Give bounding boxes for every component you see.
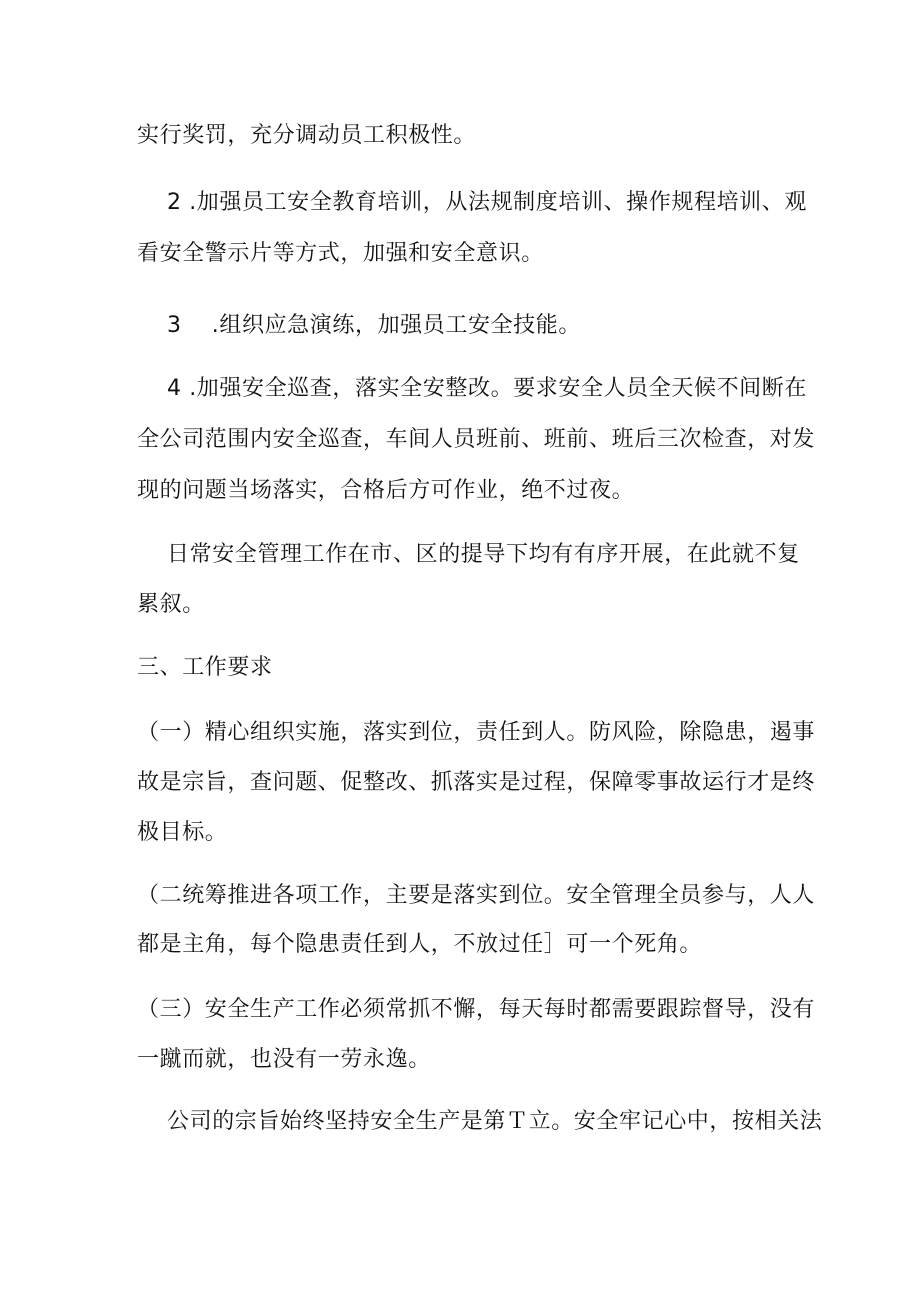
text-line: 全公司范围内安全巡查，车间人员班前、班前、班后三次检查，对发 <box>137 427 816 452</box>
text-line: （二统筹推进各项工作，主要是落实到位。安全管理全员参与，人人 <box>137 883 816 908</box>
section-heading: 三、工作要求 <box>137 655 273 680</box>
text-line: 2 .加强员工安全教育培训，从法规制度培训、操作规程培训、观 <box>167 190 807 215</box>
text-line: （三）安全生产工作必须常抓不懈，每天每时都需要跟踪督导，没有 <box>137 997 816 1022</box>
text-line: 实行奖罚，充分调动员工积极性。 <box>137 123 477 148</box>
text-line: 故是宗旨，查问题、促整改、抓落实是过程，保障零事故运行才是终 <box>137 770 816 795</box>
text-line: （一）精心组织实施，落实到位，责任到人。防风险，除隐患，遏事 <box>137 720 816 745</box>
text-line: 日常安全管理工作在市、区的提导下均有有序开展，在此就不复 <box>167 542 800 567</box>
text-line: 极目标。 <box>137 820 228 845</box>
text-line: 都是主角，每个隐患责任到人，不放过任］可一个死角。 <box>137 932 703 957</box>
text-line: 3 .组织应急演练，加强员工安全技能。 <box>167 313 581 338</box>
text-line: 现的问题当场落实，合格后方可作业，绝不过夜。 <box>137 478 635 503</box>
text-line: 4 .加强安全巡查，落实全安整改。要求安全人员全天候不间断在 <box>167 376 807 401</box>
text-line: 公司的宗旨始终坚持安全生产是第Ｔ立。安全牢记心中，按相关法 <box>167 1109 823 1134</box>
text-line: 一蹴而就，也没有一劳永逸。 <box>137 1047 431 1072</box>
text-line: 看安全警示片等方式，加强和安全意识。 <box>137 241 544 266</box>
text-line: 累叙。 <box>137 592 205 617</box>
